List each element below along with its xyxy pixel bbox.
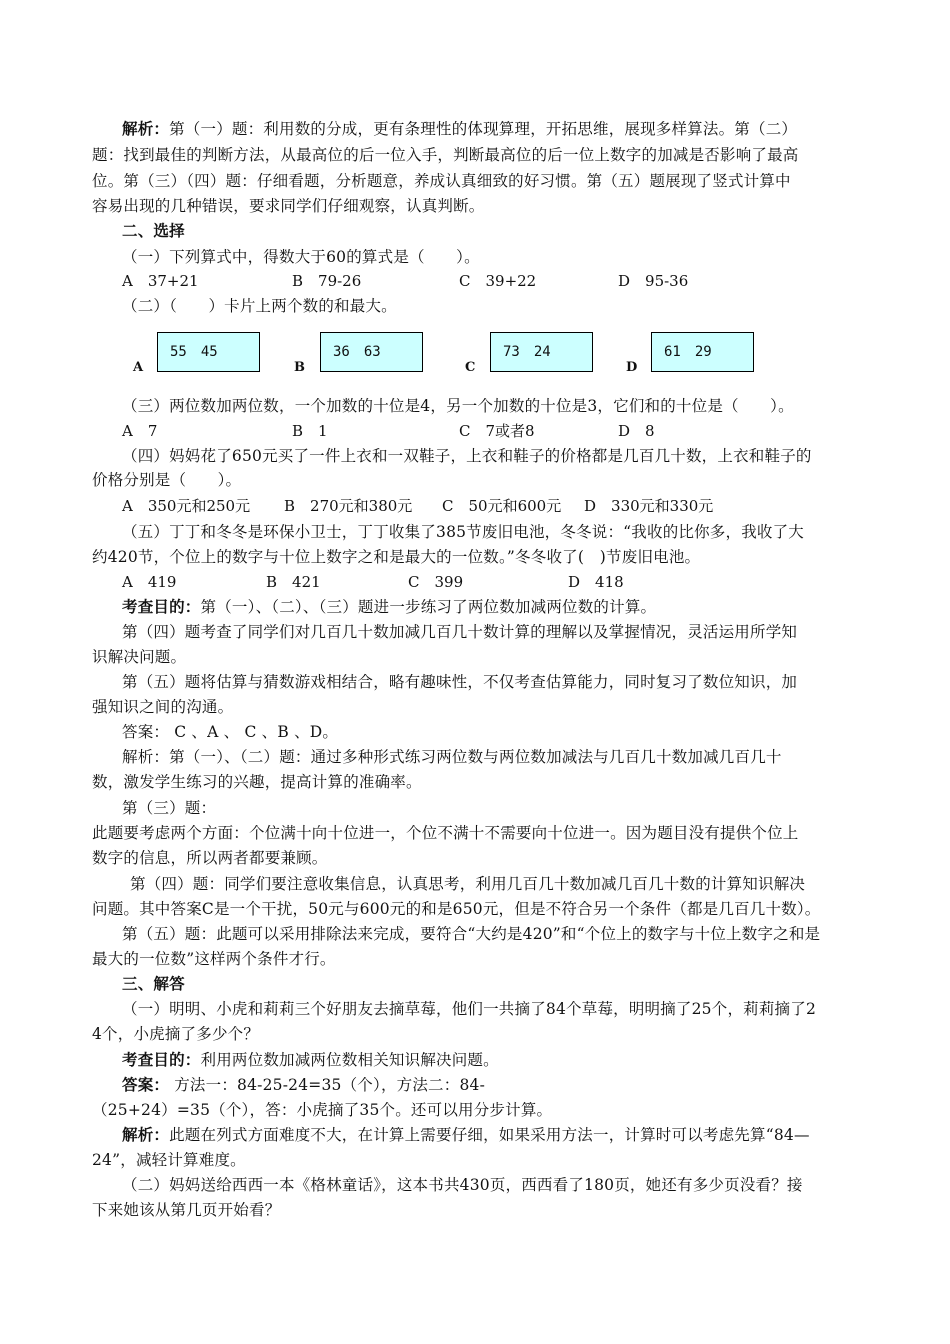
s3-answer-line-1 [122, 1074, 485, 1096]
section-heading-solve: 三、解答 [122, 974, 185, 993]
s3-analysis-line-2: 24”，减轻计算难度。 [92, 1151, 246, 1169]
analysis-2b-line-2: 数字的信息，所以两者都要兼顾。 [92, 849, 328, 867]
s3-question-1-line-2: 4个，小虎摘了多少个？ [92, 1025, 260, 1043]
analysis-2d-line-1: 第（五）题：此题可以采用排除法来完成，要符合“大约是420”和“个位上的数字与十位上数字之和是 [122, 925, 821, 943]
card-b-number-1: 36 [333, 344, 350, 360]
purpose-3-line-2: 强知识之间的沟通。 [92, 698, 234, 716]
analysis-2d-line-2: 最大的一位数”这样两个条件才行。 [92, 950, 336, 968]
s3-purpose-line [122, 1049, 499, 1071]
q5-option-a: A 419 [122, 573, 177, 591]
question-2-stem: （二）（ ）卡片上两个数的和最大。 [122, 297, 397, 315]
card-c [490, 332, 593, 372]
section-heading-choice: 二、选择 [122, 221, 185, 240]
card-c-number-2: 24 [533, 344, 551, 360]
analysis-2c-line-2: 问题。其中答案C是一个干扰，50元与600元的和是650元，但是不符合另一个条件（都是几百几十数）。 [92, 900, 821, 918]
card-a-number-2: 45 [200, 344, 218, 360]
s3-answer-line-2: （25+24）=35（个），答：小虎摘了35个。还可以用分步计算。 [92, 1101, 553, 1119]
q1-option-b: B 79-26 [292, 272, 362, 290]
analysis-2b-line-1: 此题要考虑两个方面：个位满十向十位进一，个位不满十不需要向十位进一。因为题目没有提供个位上 [92, 824, 799, 842]
purpose-2-line-2: 识解决问题。 [92, 648, 187, 666]
card-b-number-2: 63 [363, 344, 381, 360]
s3-question-2-line-1: （二）妈妈送给西西一本《格林童话》，这本书共430页，西西看了180页，她还有多少页没看？接 [122, 1176, 803, 1194]
question-1-stem: （一）下列算式中，得数大于60的算式是（ ）。 [122, 248, 480, 266]
q3-option-a: A 7 [122, 422, 158, 440]
card-d-number-1: 61 [664, 344, 681, 360]
question-5-stem-line-1: （五）丁丁和冬冬是环保小卫士，丁丁收集了385节废旧电池，冬冬说：“我收的比你多，我收了大 [122, 523, 805, 541]
q4-option-d: D 330元和330元 [584, 497, 714, 515]
purpose-text: 第（一）、（二）、（三）题进一步练习了两位数加减两位数的计算。 [200, 598, 657, 616]
analysis-line-4: 容易出现的几种错误，要求同学们仔细观察，认真判断。 [92, 197, 485, 215]
answer-line: 答案： C 、A 、 C 、B 、D。 [122, 723, 339, 741]
s3-purpose-label: 考查目的： [122, 1050, 201, 1069]
s3-question-2-line-2: 下来她该从第几页开始看？ [92, 1201, 281, 1219]
purpose-2-line-1: 第（四）题考查了同学们对几百几十数加减几百几十数计算的理解以及掌握情况，灵活运用所学知 [122, 623, 798, 641]
q5-option-b: B 421 [266, 573, 321, 591]
purpose-line [122, 596, 656, 618]
analysis-2a-line-1: 解析：第（一）、（二）题：通过多种形式练习两位数与两位数加减法与几百几十数加减几百几十 [122, 748, 782, 766]
q4-option-c: C 50元和600元 [442, 497, 562, 515]
card-label-d: D [626, 360, 638, 375]
s3-analysis-line-1 [122, 1124, 810, 1146]
card-label-b: B [294, 360, 305, 375]
card-a-number-1: 55 [170, 344, 187, 360]
purpose-3-line-1: 第（五）题将估算与猜数游戏相结合，略有趣味性，不仅考查估算能力，同时复习了数位知识，加 [122, 673, 798, 691]
analysis-2a-line-2: 数，激发学生练习的兴趣，提高计算的准确率。 [92, 773, 422, 791]
question-3-stem: （三）两位数加两位数，一个加数的十位是4，另一个加数的十位是3，它们和的十位是（ ）。 [122, 397, 794, 415]
analysis-line-3: 位。第（三）（四）题：仔细看题，分析题意，养成认真细致的好习惯。第（五）题展现了竖式计算中 [92, 172, 791, 190]
q5-option-d: D 418 [568, 573, 624, 591]
card-label-a: A [133, 360, 144, 375]
analysis-2b-title: 第（三）题： [122, 799, 217, 817]
question-4-stem-line-2: 价格分别是（ ）。 [92, 471, 242, 489]
purpose-label: 考查目的： [122, 597, 201, 616]
q4-option-a: A 350元和250元 [122, 497, 251, 515]
card-a [157, 332, 260, 372]
s3-answer-label: 答案： [122, 1075, 170, 1094]
q3-option-d: D 8 [618, 422, 655, 440]
s3-question-1-line-1: （一）明明、小虎和莉莉三个好朋友去摘草莓，他们一共摘了84个草莓，明明摘了25个，莉莉摘了2 [122, 1000, 817, 1018]
q3-option-c: C 7或者8 [459, 422, 535, 440]
q5-option-c: C 399 [408, 573, 464, 591]
analysis-2c-line-1: 第（四）题：同学们要注意收集信息，认真思考，利用几百几十数加减几百几十数的计算知识解决 [130, 875, 806, 893]
s3-analysis-text-1: 此题在列式方面难度不大，在计算上需要仔细，如果采用方法一，计算时可以考虑先算“84— [169, 1126, 810, 1144]
card-b [320, 332, 423, 372]
analysis-text: 第（一）题：利用数的分成，更有条理性的体现算理，开拓思维，展现多样算法。第（二） [169, 120, 798, 138]
q1-option-c: C 39+22 [459, 272, 537, 290]
s3-answer-text-1: 方法一：84-25-24=35（个），方法二：84- [169, 1076, 486, 1094]
card-c-number-1: 73 [503, 344, 520, 360]
analysis-label: 解析： [122, 119, 170, 138]
q3-option-b: B 1 [292, 422, 328, 440]
q1-option-d: D 95-36 [618, 272, 689, 290]
s3-analysis-label: 解析： [122, 1125, 170, 1144]
card-d [651, 332, 754, 372]
s3-purpose-text: 利用两位数加减两位数相关知识解决问题。 [200, 1051, 499, 1069]
question-4-stem-line-1: （四）妈妈花了650元买了一件上衣和一双鞋子，上衣和鞋子的价格都是几百几十数，上衣和鞋子的 [122, 447, 812, 465]
q1-option-a: A 37+21 [122, 272, 199, 290]
card-label-c: C [465, 360, 476, 375]
q4-option-b: B 270元和380元 [284, 497, 413, 515]
analysis-line-2: 题：找到最佳的判断方法，从最高位的后一位入手，判断最高位的后一位上数字的加减是否影响了最高 [92, 146, 799, 164]
question-5-stem-line-2: 约420节，个位上的数字与十位上数字之和是最大的一位数。”冬冬收了( )节废旧电池。 [92, 548, 701, 566]
card-d-number-2: 29 [694, 344, 712, 360]
analysis-line-1 [122, 118, 797, 140]
